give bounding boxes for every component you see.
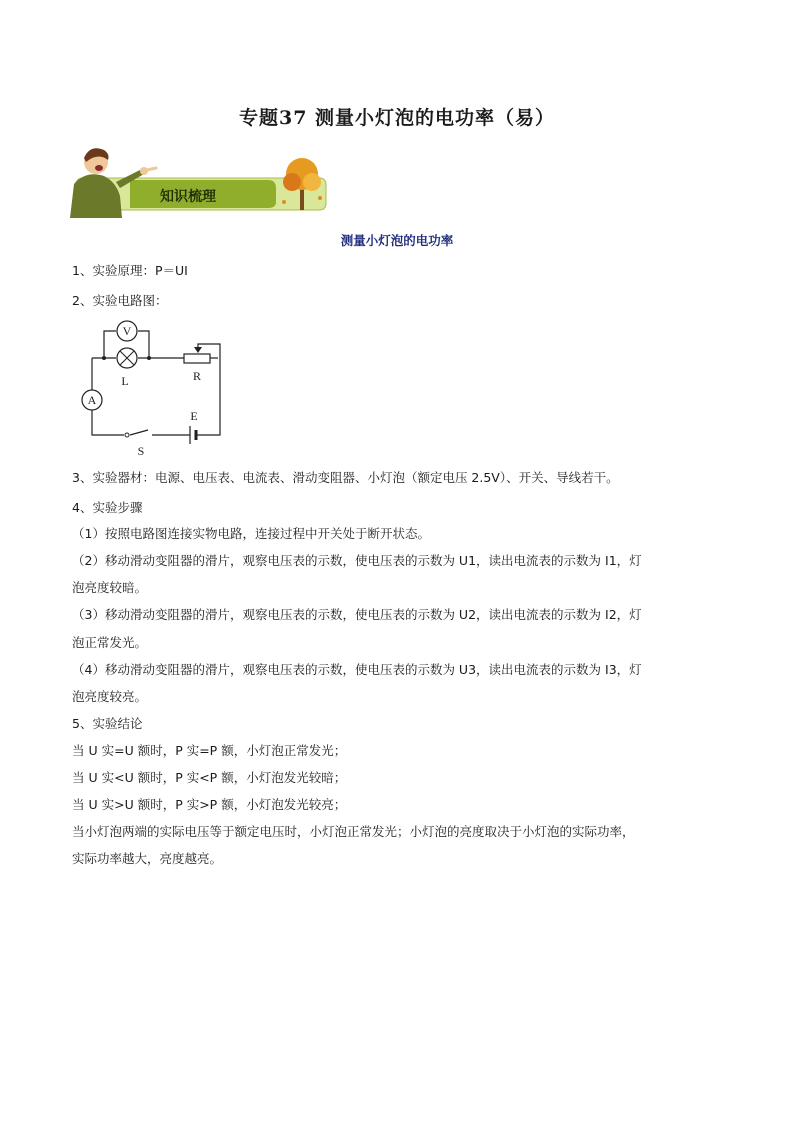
text-line: 4、实验步骤 xyxy=(72,500,143,515)
battery-icon xyxy=(190,426,196,444)
lamp-icon xyxy=(117,348,137,368)
voltmeter-label: V xyxy=(122,324,132,338)
text-line: 2、实验电路图： xyxy=(72,293,168,308)
text-line: （4）移动滑动变阻器的滑片，观察电压表的示数，使电压表的示数为 U3，读出电流表的示数为 I3，灯 xyxy=(72,662,642,677)
switch-label: S xyxy=(137,444,145,458)
circuit-diagram xyxy=(78,318,244,460)
source-label: E xyxy=(190,409,198,423)
text-line: 当 U 实=U 额时，P 实=P 额，小灯泡正常发光； xyxy=(72,743,347,758)
lamp-label: L xyxy=(121,374,129,388)
text-line: 泡亮度较亮。 xyxy=(72,689,148,704)
text-line: 3、实验器材：电源、电压表、电流表、滑动变阻器、小灯泡（额定电压 2.5V）、开关、导线若干。 xyxy=(72,470,619,485)
page-title: 专题37 测量小灯泡的电功率（易） xyxy=(238,107,556,129)
text-line: 当 U 实<U 额时，P 实<P 额，小灯泡发光较暗； xyxy=(72,770,347,785)
rheostat-label: R xyxy=(192,369,202,383)
ammeter-label: A xyxy=(87,393,97,407)
rheostat-icon xyxy=(184,347,210,363)
text-line: （2）移动滑动变阻器的滑片，观察电压表的示数，使电压表的示数为 U1，读出电流表的示数为 I1，灯 xyxy=(72,553,642,568)
text-line: 泡亮度较暗。 xyxy=(72,580,148,595)
text-line: 泡正常发光。 xyxy=(72,635,148,650)
text-line: 1、实验原理：P＝UI xyxy=(72,263,188,278)
text-line: 当小灯泡两端的实际电压等于额定电压时，小灯泡正常发光；小灯泡的亮度取决于小灯泡的实际功率， xyxy=(72,824,635,839)
text-line: 5、实验结论 xyxy=(72,716,143,731)
banner-label: 知识梳理 xyxy=(160,189,216,205)
text-line: （3）移动滑动变阻器的滑片，观察电压表的示数，使电压表的示数为 U2，读出电流表的示数为 I2，灯 xyxy=(72,607,642,622)
text-line: 当 U 实>U 额时，P 实>P 额，小灯泡发光较亮； xyxy=(72,797,347,812)
section-subtitle: 测量小灯泡的电功率 xyxy=(340,233,454,248)
text-line: 实际功率越大，亮度越亮。 xyxy=(72,851,223,866)
text-line: （1）按照电路图连接实物电路，连接过程中开关处于断开状态。 xyxy=(72,526,430,541)
knowledge-banner xyxy=(68,140,336,220)
